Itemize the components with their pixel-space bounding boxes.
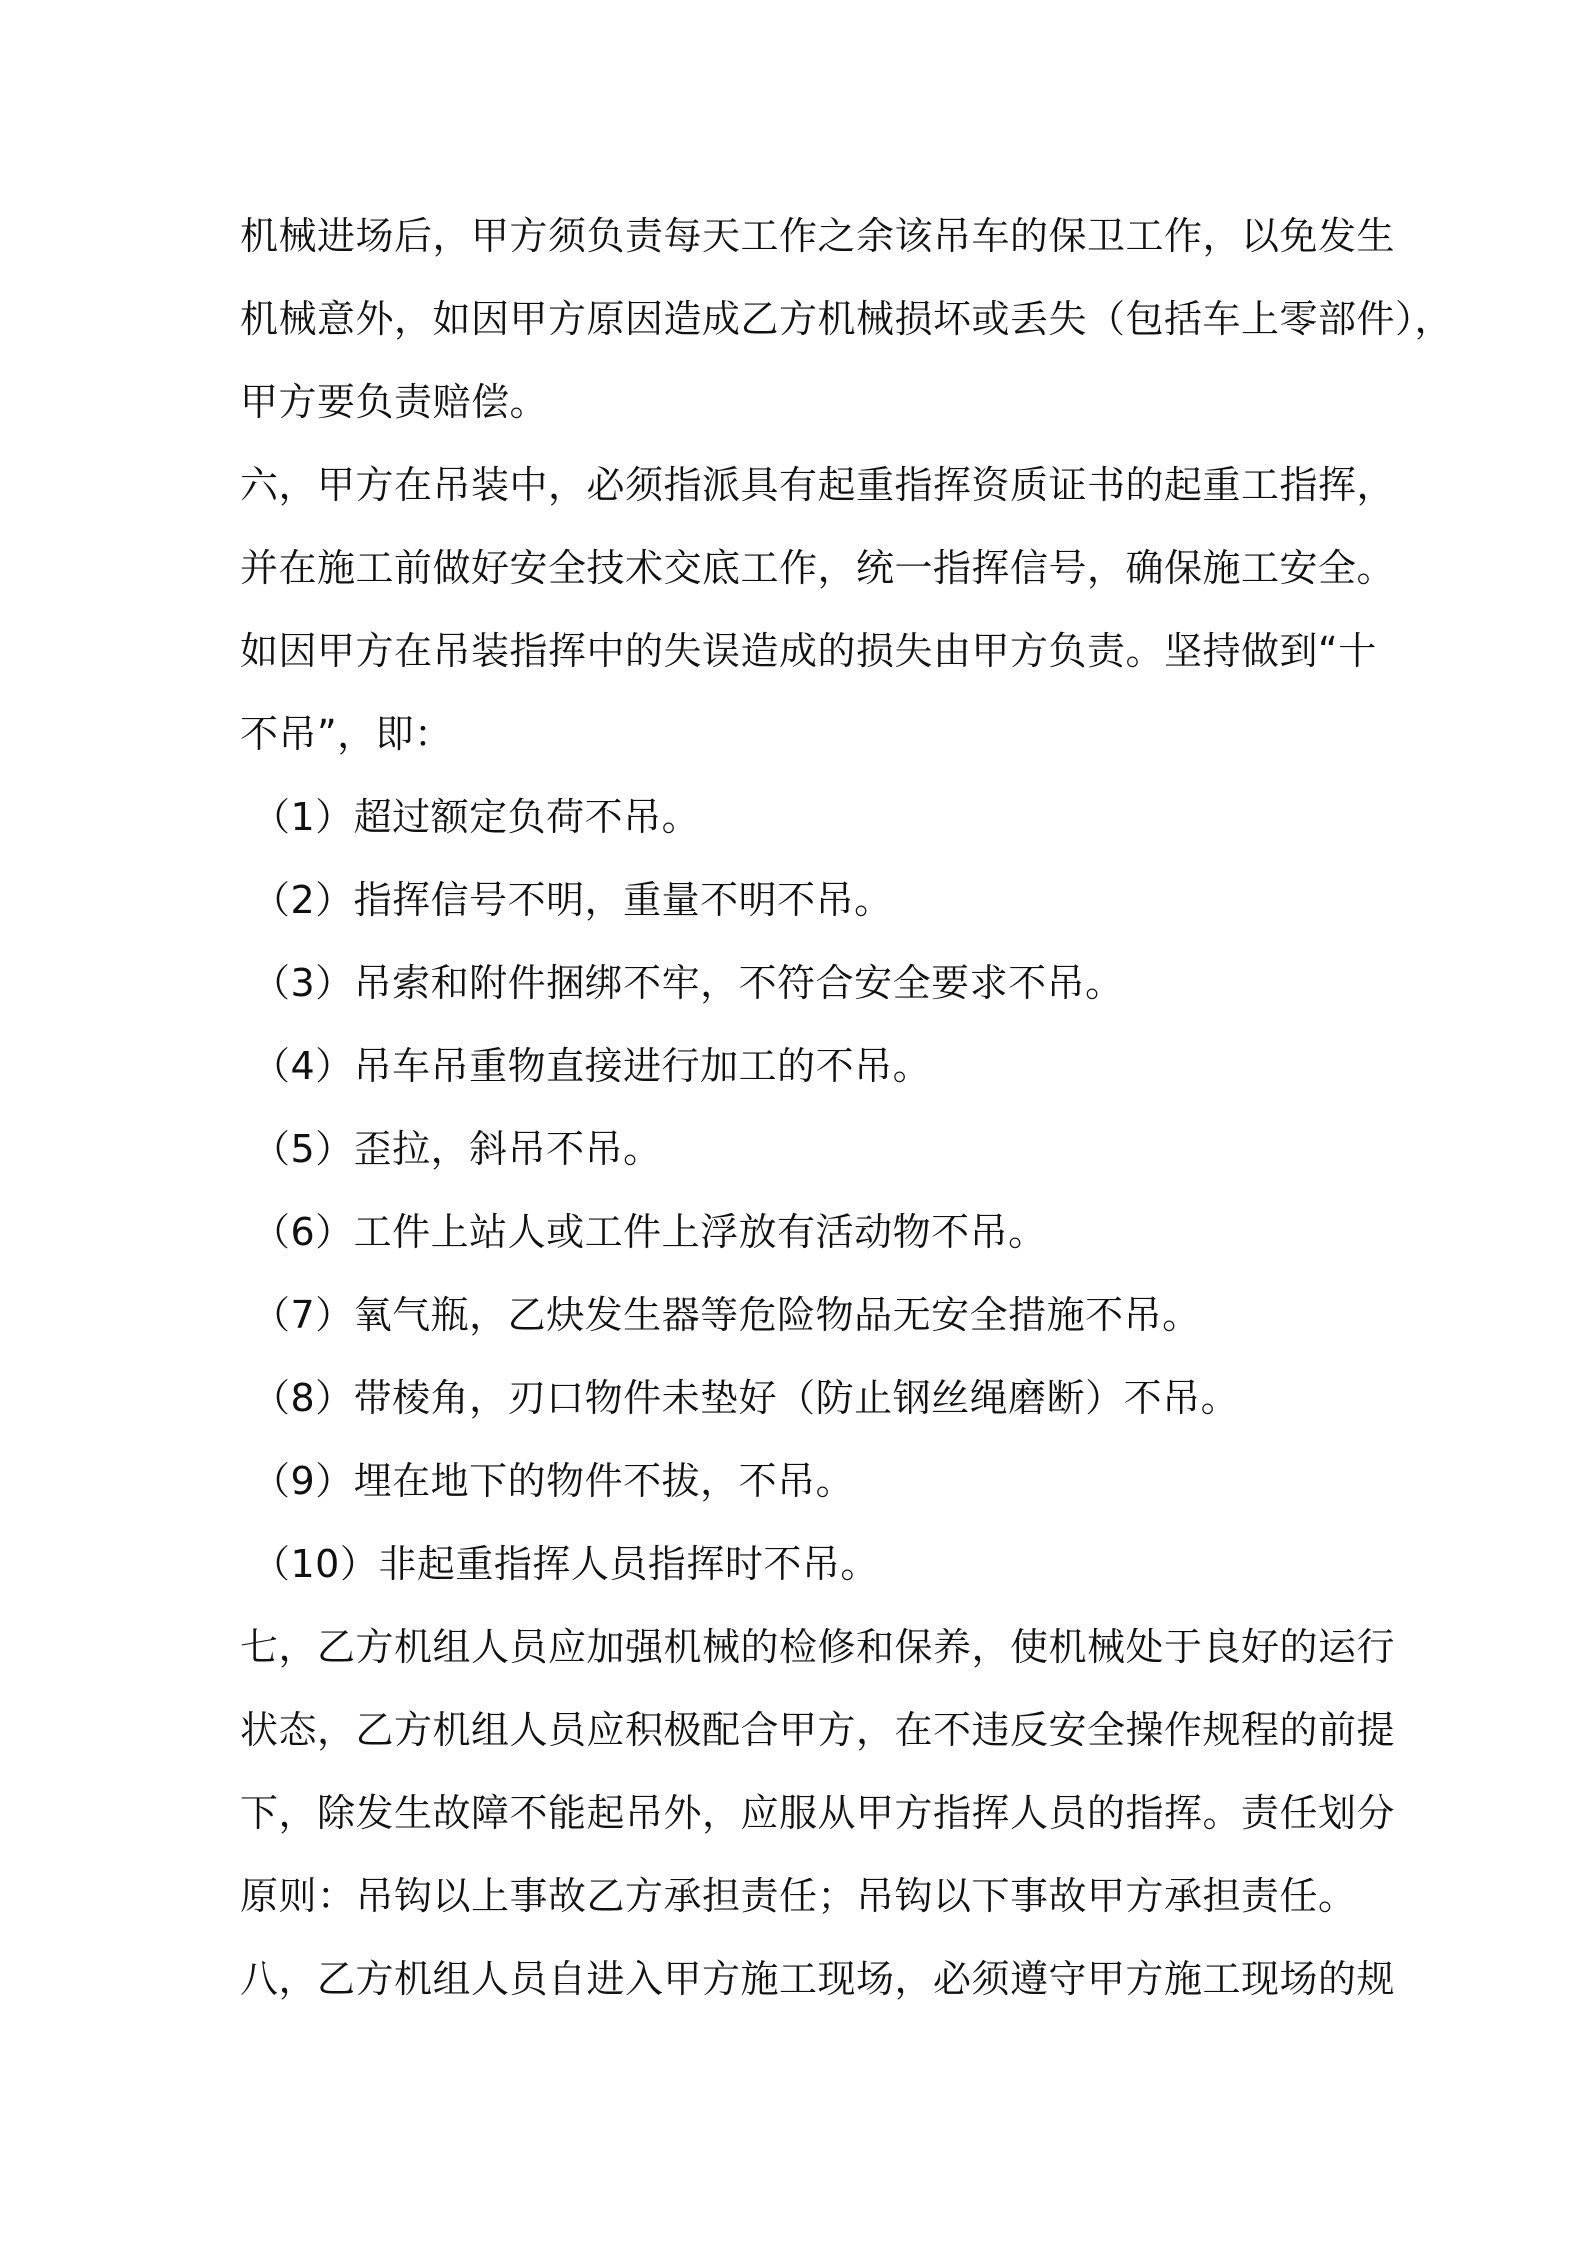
list-item: （8）带棱角，刃口物件未垫好（防止钢丝绳磨断）不吊。 xyxy=(252,1376,1240,1420)
text-line: 甲方要负责赔偿。 xyxy=(240,380,549,424)
list-item: （10）非起重指挥人员指挥时不吊。 xyxy=(252,1542,879,1586)
text-line: 状态，乙方机组人员应积极配合甲方，在不违反安全操作规程的前提 xyxy=(240,1708,1396,1752)
section-eight-line: 八，乙方机组人员自进入甲方施工现场，必须遵守甲方施工现场的规 xyxy=(240,1957,1396,2001)
text-line: 不吊”，即： xyxy=(240,712,453,756)
list-item: （6）工件上站人或工件上浮放有活动物不吊。 xyxy=(252,1210,1047,1254)
text-line: 如因甲方在吊装指挥中的失误造成的损失由甲方负责。坚持做到“十 xyxy=(240,629,1377,673)
list-item: （2）指挥信号不明，重量不明不吊。 xyxy=(252,878,893,922)
section-seven-line: 七，乙方机组人员应加强机械的检修和保养，使机械处于良好的运行 xyxy=(240,1625,1396,1669)
text-line: 下，除发生故障不能起吊外，应服从甲方指挥人员的指挥。责任划分 xyxy=(240,1791,1396,1835)
list-item: （7）氧气瓶，乙炔发生器等危险物品无安全措施不吊。 xyxy=(252,1293,1201,1337)
text-line: 并在施工前做好安全技术交底工作，统一指挥信号，确保施工安全。 xyxy=(240,546,1396,590)
list-item: （4）吊车吊重物直接进行加工的不吊。 xyxy=(252,1044,932,1088)
text-line: 机械进场后，甲方须负责每天工作之余该吊车的保卫工作，以免发生 xyxy=(240,214,1396,258)
document-body xyxy=(240,195,1454,2021)
list-item: （1）超过额定负荷不吊。 xyxy=(252,795,701,839)
text-line: 原则：吊钩以上事故乙方承担责任；吊钩以下事故甲方承担责任。 xyxy=(240,1874,1357,1918)
section-six-line: 六，甲方在吊装中，必须指派具有起重指挥资质证书的起重工指挥， xyxy=(240,463,1396,507)
text-line: 机械意外，如因甲方原因造成乙方机械损坏或丢失（包括车上零部件）， xyxy=(240,297,1454,341)
list-item: （9）埋在地下的物件不拔，不吊。 xyxy=(252,1459,855,1503)
list-item: （3）吊索和附件捆绑不牢，不符合安全要求不吊。 xyxy=(252,961,1124,1005)
list-item: （5）歪拉，斜吊不吊。 xyxy=(252,1127,662,1171)
